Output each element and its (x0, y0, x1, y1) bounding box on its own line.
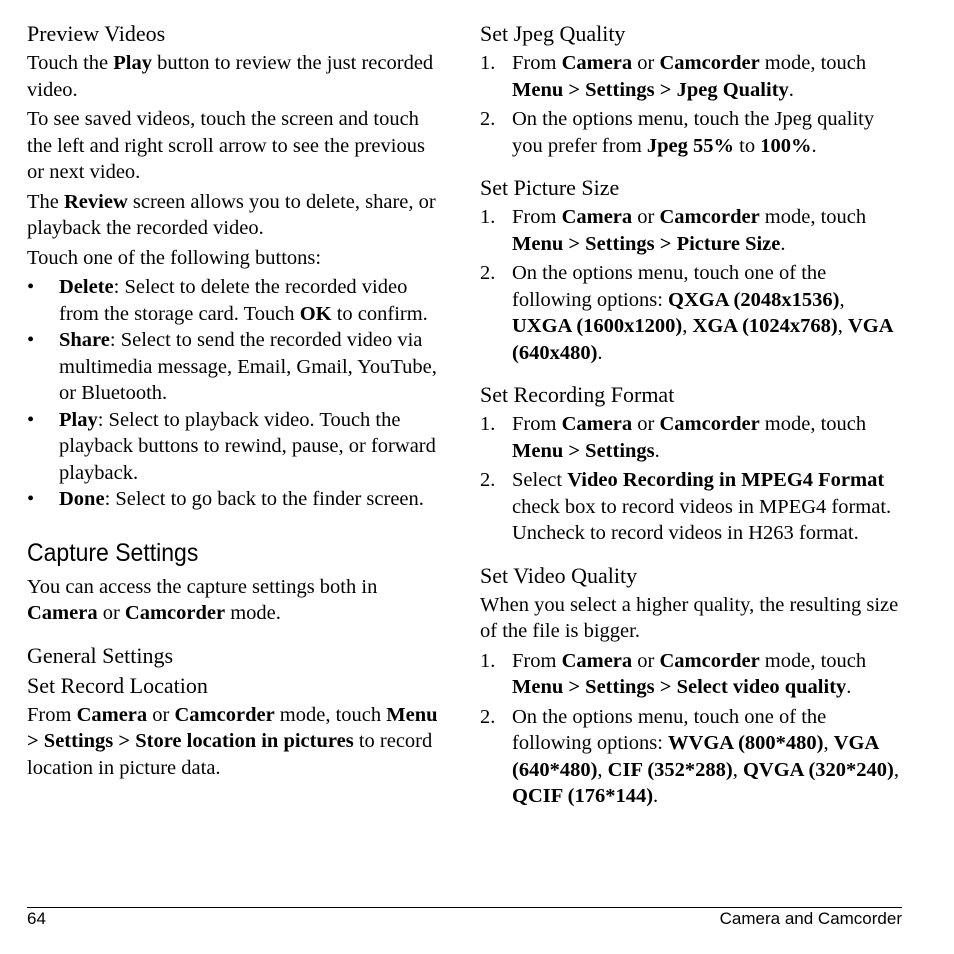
page-number: 64 (27, 909, 46, 928)
record-location-heading: Set Record Location (27, 672, 208, 698)
jpeg-steps (480, 50, 905, 159)
list-item: 2. On the options menu, touch one of the following options: WVGA (800*480), VGA (640*480), CIF (352*288), QVGA (320*240), QCIF (176*144). (480, 705, 900, 807)
list-item: 2. On the options menu, touch one of the following options: QXGA (2048x1536), UXGA (1600x1200), XGA (1024x768), VGA (640x480). (480, 262, 893, 364)
left-column (27, 20, 447, 784)
list-item: • Share: Select to send the recorded video via multimedia message, Email, Gmail, YouTube, or Bluetooth. (27, 329, 437, 404)
video-quality-steps (480, 648, 905, 810)
video-quality-heading: Set Video Quality (480, 562, 638, 588)
preview-paragraph-4: Touch one of the following buttons: (27, 246, 322, 269)
recording-format-steps (480, 411, 905, 547)
jpeg-quality-heading: Set Jpeg Quality (480, 21, 626, 46)
list-item: 2. Select Video Recording in MPEG4 Format check box to record videos in MPEG4 format. Uncheck to record videos in H263 format. (480, 469, 892, 544)
video-quality-paragraph: When you select a higher quality, the resulting size of the file is bigger. (480, 593, 899, 642)
button-list (27, 274, 447, 513)
footer-divider (27, 907, 902, 908)
list-item: 1. From Camera or Camcorder mode, touch Menu > Settings > Picture Size. (480, 206, 867, 255)
picture-size-heading: Set Picture Size (480, 175, 620, 200)
record-location-paragraph: From Camera or Camcorder mode, touch Menu > Settings > Store location in pictures to record location in picture data. (27, 703, 438, 779)
list-item: 2. On the options menu, touch the Jpeg quality you prefer from Jpeg 55% to 100%. (480, 108, 875, 157)
preview-videos-heading: Preview Videos (27, 21, 166, 46)
right-column (480, 20, 905, 813)
list-item: • Play: Select to playback video. Touch the playback buttons to rewind, pause, or forward playback. (27, 408, 436, 484)
list-item: 1. From Camera or Camcorder mode, touch Menu > Settings > Select video quality. (480, 649, 867, 698)
capture-paragraph: You can access the capture settings both in Camera or Camcorder mode. (27, 575, 378, 624)
picture-size-steps (480, 204, 905, 366)
general-settings-heading: General Settings (27, 642, 174, 668)
list-item: • Done: Select to go back to the finder screen. (27, 488, 424, 510)
list-item: 1. From Camera or Camcorder mode, touch Menu > Settings > Jpeg Quality. (480, 52, 867, 101)
list-item: • Delete: Select to delete the recorded video from the storage card. Touch OK to confirm. (27, 276, 428, 325)
preview-paragraph-2: To see saved videos, touch the screen and touch the left and right scroll arrow to see the previous or next video. (27, 108, 425, 183)
recording-format-heading: Set Recording Format (480, 382, 675, 407)
list-item: 1. From Camera or Camcorder mode, touch Menu > Settings. (480, 413, 867, 462)
preview-paragraph-3: The Review screen allows you to delete, share, or playback the recorded video. (27, 190, 436, 239)
footer-section-title: Camera and Camcorder (719, 909, 902, 928)
capture-settings-heading: Capture Settings (27, 538, 199, 567)
preview-paragraph-1: Touch the Play button to review the just recorded video. (27, 52, 434, 101)
